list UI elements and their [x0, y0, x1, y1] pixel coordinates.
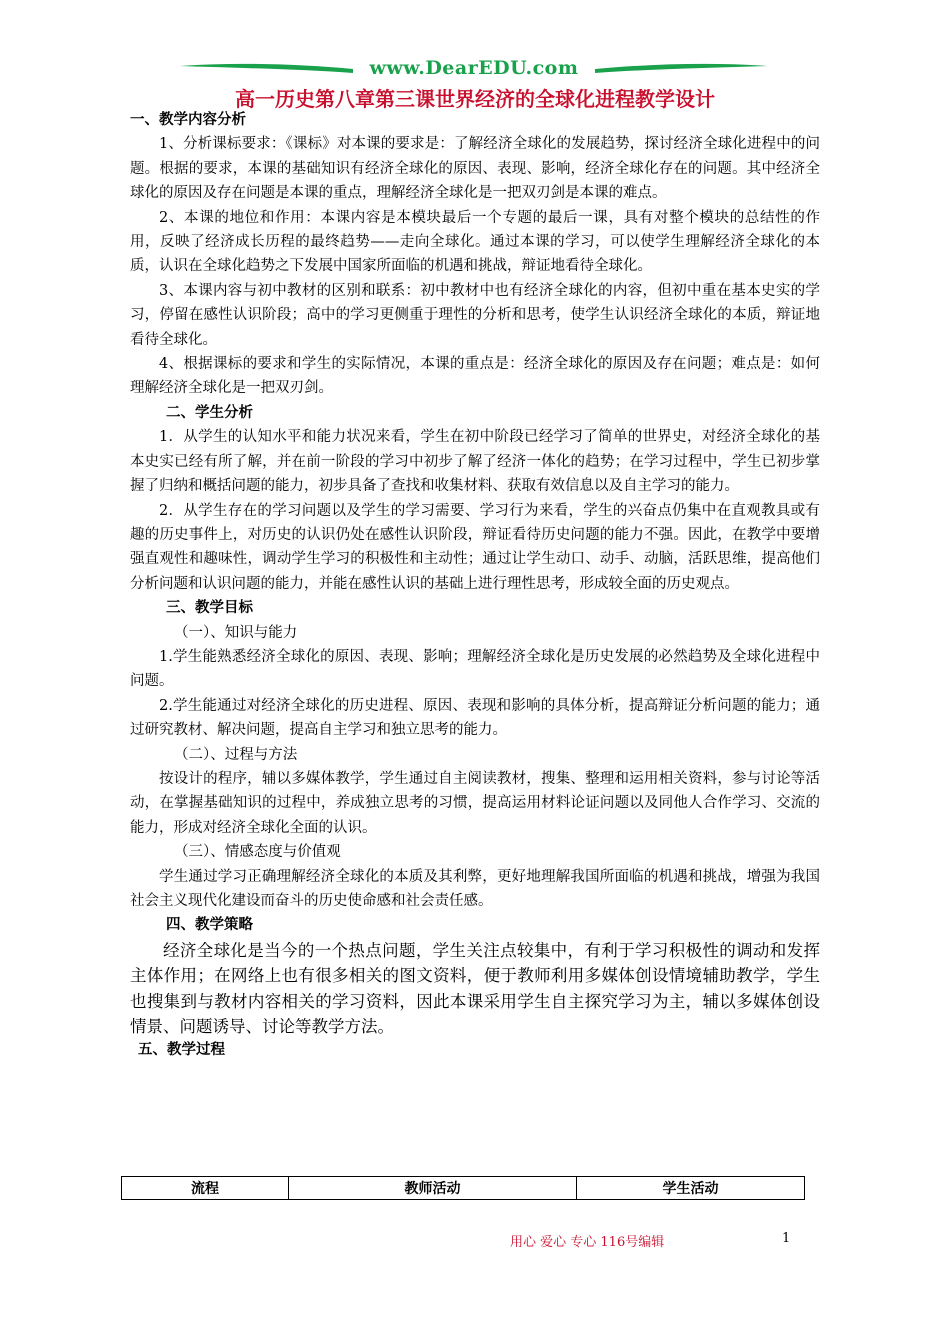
paragraph: 1．从学生的认知水平和能力状况来看，学生在初中阶段已经学习了简单的世界史，对经济全球化的基本史实已经有所了解，并在前一阶段的学习中初步了解了经济一体化的趋势；在学习过程中，学生已初步掌握了归纳和概括问题的能力，初步具备了查找和收集材料、获取有效信息以及自主学习的能力。	[130, 429, 820, 495]
section-heading-4: 四、教学策略	[166, 917, 253, 934]
paragraph: 2.学生能通过对经济全球化的历史进程、原因、表现和影响的具体分析，提高辩证分析问题的能力；通过研究教材、解决问题，提高自主学习和独立思考的能力。	[130, 697, 820, 739]
subsection-heading: （二）、过程与方法	[174, 746, 298, 763]
section-heading-5: 五、教学过程	[138, 1041, 225, 1058]
paragraph: 学生通过学习正确理解经济全球化的本质及其利弊，更好地理解我国所面临的机遇和挑战，增强为我国社会主义现代化建设而奋斗的历史使命感和社会责任感。	[130, 868, 820, 909]
subsection-heading: （一）、知识与能力	[174, 624, 298, 641]
site-banner	[178, 56, 770, 82]
paragraph: 2、本课的地位和作用：本课内容是本模块最后一个专题的最后一课，具有对整个模块的总结性的作用，反映了经济成长历程的最终趋势——走向全球化。通过本课的学习，可以使学生理解经济全球化的本质，认识在全球化趋势之下发展中国家所面临的机遇和挑战，辩证地看待全球化。	[130, 209, 820, 275]
document-body	[130, 108, 820, 1062]
paragraph: 经济全球化是当今的一个热点问题，学生关注点较集中，有利于学习积极性的调动和发挥主体作用；在网络上也有很多相关的图文资料，便于教师利用多媒体创设情境辅助教学，学生也搜集到与教材内容相关的学习资料，因此本课采用学生自主探究学习为主，辅以多媒体创设情景、问题诱导、讨论等教学方法。	[130, 940, 820, 1037]
section-heading-1: 一、教学内容分析	[130, 112, 246, 128]
subsection-heading: （三）、情感态度与价值观	[174, 844, 341, 861]
table-header-cell: 流程	[122, 1177, 289, 1200]
paragraph: 按设计的程序，辅以多媒体教学，学生通过自主阅读教材，搜集、整理和运用相关资料，参与讨论等活动，在掌握基础知识的过程中，养成独立思考的习惯，提高运用材料论证问题以及同他人合作学习、交流的能力，形成对经济全球化全面的认识。	[130, 770, 820, 836]
paragraph: 4、根据课标的要求和学生的实际情况，本课的重点是：经济全球化的原因及存在问题；难点是：如何理解经济全球化是一把双刃剑。	[130, 356, 820, 397]
table-header-cell: 教师活动	[289, 1177, 577, 1200]
paragraph: 1、分析课标要求：《课标》对本课的要求是：了解经济全球化的发展趋势，探讨经济全球化进程中的问题。根据的要求，本课的基础知识有经济全球化的原因、表现、影响，经济全球化存在的问题。其中经济全球化的原因及存在问题是本课的重点，理解经济全球化是一把双刃剑是本课的难点。	[130, 136, 820, 202]
footer-note: 用心 爱心 专心 116号编辑	[510, 1235, 665, 1250]
page-number: 1	[782, 1231, 791, 1246]
page-title: 高一历史第八章第三课世界经济的全球化进程教学设计	[235, 87, 715, 111]
section-heading-3: 三、教学目标	[166, 600, 253, 617]
paragraph: 1.学生能熟悉经济全球化的原因、表现、影响；理解经济全球化是历史发展的必然趋势及全球化进程中问题。	[130, 648, 820, 690]
process-table	[121, 1176, 805, 1200]
table-header-row	[122, 1177, 805, 1200]
table-header-cell: 学生活动	[577, 1177, 805, 1200]
paragraph: 3、本课内容与初中教材的区别和联系：初中教材中也有经济全球化的内容，但初中重在基本史实的学习，停留在感性认识阶段；高中的学习更侧重于理性的分析和思考，使学生认识经济全球化的本质，辩证地看待全球化。	[130, 282, 820, 348]
paragraph: 2．从学生存在的学习问题以及学生的学习需要、学习行为来看，学生的兴奋点仍集中在直观教具或有趣的历史事件上，对历史的认识仍处在感性认识阶段，辩证看待历史问题的能力不强。因此，在教学中要增强直观性和趣味性，调动学生学习的积极性和主动性；通过让学生动口、动手、动脑，活跃思维，提高他们分析问题和认识问题的能力，并能在感性认识的基础上进行理性思考，形成较全面的历史观点。	[130, 502, 820, 592]
section-heading-2: 二、学生分析	[166, 404, 253, 421]
site-url[interactable]: www.DearEDU.com	[369, 57, 579, 79]
